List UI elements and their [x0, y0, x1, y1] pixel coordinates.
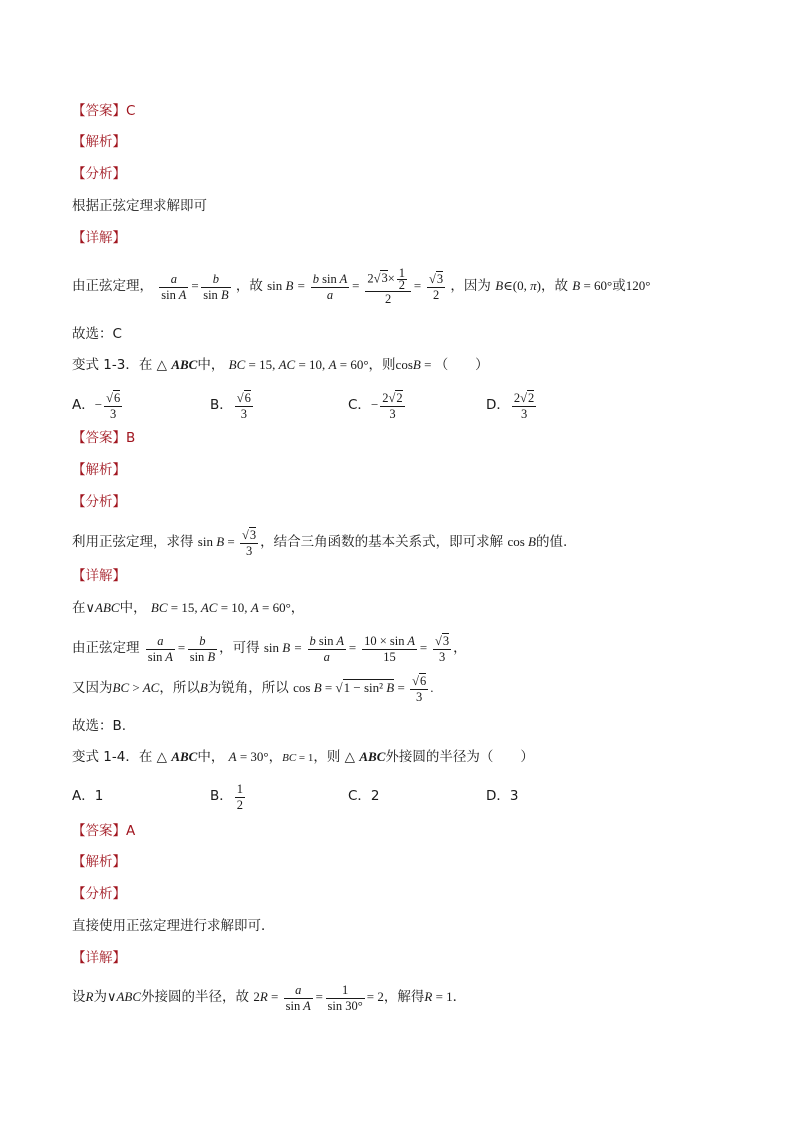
question-1-3: 变式 1-3．在 △ ABC中， BC = 15, AC = 10, A = 60°，则cosB = （ ）	[72, 357, 489, 373]
answer-label: 【答案】	[72, 103, 126, 119]
fenxi-label: 【分析】	[72, 166, 126, 182]
answer-value: B	[126, 430, 136, 446]
fenxi-text: 根据正弦定理求解即可	[72, 198, 207, 214]
conclusion-1: 故选：C	[72, 326, 122, 342]
analysis-label: 【解析】	[72, 134, 126, 150]
detail-line-2-2: 由正弦定理 $\frac{a}{\text{sin A}}$ = $\frac{b}{\text{sin B}}$ ，可得 sin B = $\frac{\text{b sin A}}{a}$ = $\frac{\text{10 × sin A}}{15}$ = $\frac{√3}{3}$ ，	[72, 633, 467, 664]
option-c[interactable]: C．− $\frac{2√2}{3}$	[348, 390, 403, 421]
answer-line-3: 【答案】A	[72, 823, 136, 839]
option-b[interactable]: B． $\frac{1}{2}$	[210, 781, 244, 812]
detail-label: 【详解】	[72, 568, 126, 584]
answer-value: A	[126, 823, 136, 839]
analysis-label: 【解析】	[72, 462, 126, 478]
detail-line-3: 设R为∨ABC外接圆的半径，故 2R = $\frac{a}{\text{sin A}}$ = $\frac{1}{\sin 30^\circ}$ = 2，解得R = 1．	[72, 982, 467, 1013]
fenxi-line-2: 利用正弦定理，求得 sin B = $\frac{√3}{3}$ ，结合三角函数的基本关系式，即可求解 cos B的值.	[72, 527, 568, 558]
question-1-4: 变式 1-4．在 △ ABC中， A = 30°，BC = 1，则 △ ABC外接圆的半径为（ ）	[72, 749, 534, 765]
answer-line-1	[72, 101, 135, 121]
b-values: B = 60°	[572, 278, 613, 293]
answer-line-2: 【答案】B	[72, 430, 136, 446]
option-d[interactable]: D．3	[486, 788, 519, 804]
option-d[interactable]: D． $\frac{2√2}{3}$	[486, 390, 535, 421]
detail-line-2-3: 又因为BC > AC，所以B为锐角，所以 cos B = √1 − sin² B = $\frac{√6}{3}$ .	[72, 673, 434, 704]
detail-formula-line-1: 由正弦定理， $\frac{a}{\text{sin A}}$ = $\frac{b}{\text{sin B}}$ ，故 sin B = $\frac{\text{b sin A}}{a}$ = 2√3× $\frac{1}{2}$ 2 = $\frac{√3}{2}$ ，因为 B∈(0, π)，故 B = 60°或120°	[72, 265, 651, 306]
option-b[interactable]: B． $\frac{√6}{3}$	[210, 390, 251, 421]
option-a[interactable]: A．− $\frac{√6}{3}$	[72, 390, 121, 421]
sine-law-formula: $\frac{a}{\text{sin A}}$ = $\frac{b}{\text{sin B}}$	[161, 271, 229, 302]
sinB-computation: sin B = $\frac{\text{b sin A}}{a}$ = 2√3× $\frac{1}{2}$ 2 = $\frac{√3}{2}$	[267, 265, 444, 306]
analysis-label: 【解析】	[72, 854, 126, 870]
fenxi-label: 【分析】	[72, 494, 126, 510]
b-range: B∈(0, π)	[495, 278, 541, 293]
detail-label: 【详解】	[72, 950, 126, 966]
fenxi-text: 直接使用正弦定理进行求解即可．	[72, 918, 275, 934]
answer-value: C	[126, 103, 136, 119]
given-values: BC = 15, AC = 10, A = 60°	[228, 357, 369, 372]
option-a[interactable]: A．1	[72, 788, 104, 804]
detail-label: 【详解】	[72, 230, 126, 246]
detail-line-2-1: 在∨ABC中， BC = 15, AC = 10, A = 60°，	[72, 600, 305, 616]
option-c[interactable]: C．2	[348, 788, 380, 804]
fenxi-label: 【分析】	[72, 886, 126, 902]
conclusion-2: 故选：B.	[72, 718, 127, 734]
